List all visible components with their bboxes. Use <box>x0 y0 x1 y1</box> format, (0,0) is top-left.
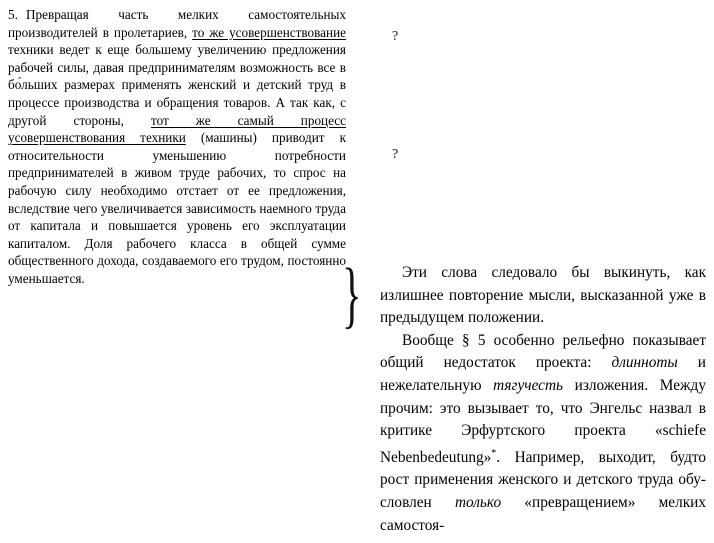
left-text-part-2: техники ведет к еще большему увеличению предложения рабочей силы, давая предпринимателям возможность все в бо́льших размерах применять женский и детский труд в процессе производства и обращения товаров. А так как, с другой стороны, <box>8 42 346 128</box>
right-p2-text-4: . Например, выходит, будто рост применения женского и детского труда обусловлен <box>380 448 706 512</box>
right-p2-italic-2: тягучесть <box>493 376 563 394</box>
footnote-marker: * <box>491 447 497 459</box>
right-p2-text-1: Вообще § 5 особенно рельефно показывает общий недостаток проекта: <box>380 331 706 372</box>
margin-question-mark-1: ? <box>392 29 399 44</box>
left-paragraph <box>8 6 346 288</box>
left-text-underlined-1: то же усовершенствование <box>192 24 346 40</box>
margin-question-mark-2: ? <box>392 147 399 162</box>
item-number: 5. <box>8 7 18 22</box>
right-paragraph-1 <box>380 262 706 330</box>
left-text-part-3: (машины) приводит к относительности уменьшению потребности предпринимателей в живом труде рабочих, то спрос на рабочую силу необходимо отстает от ее предложения, вследствие чего увеличивается зависимость наемного труда от капитала и повышается уровень его эксплуатации капиталом. Доля рабочего класса в общей сумме общественного дохода, создаваемого его трудом, постоянно уменьшается. <box>8 130 346 286</box>
right-p2-italic-3: только <box>454 494 502 512</box>
right-p2-text-3: изложения. Между прочим: это вызывает то, что Энгельс назвал в критике Эрфуртского проекта «schiefe Nebenbedeutung» <box>380 376 706 466</box>
left-text-part-1: Превращая часть мелких самостоятельных производителей в пролетариев, <box>8 7 346 40</box>
right-p1-text: Эти слова следовало бы выкинуть, как излишнее повторение мысли, высказанной уже в предыдущем положении. <box>380 264 706 327</box>
right-p2-text-2: и нежелательную <box>380 354 706 394</box>
right-p2-italic-1: длинноты <box>611 354 678 372</box>
curly-brace-mark: } <box>342 254 362 336</box>
left-column <box>8 6 346 288</box>
right-column <box>380 262 706 537</box>
right-p2-text-5: «превращением» мелких самостоя- <box>380 494 706 534</box>
right-paragraph-2 <box>380 330 706 537</box>
left-text-underlined-2: тот же самый процесс усовершенствования техники <box>8 112 346 146</box>
